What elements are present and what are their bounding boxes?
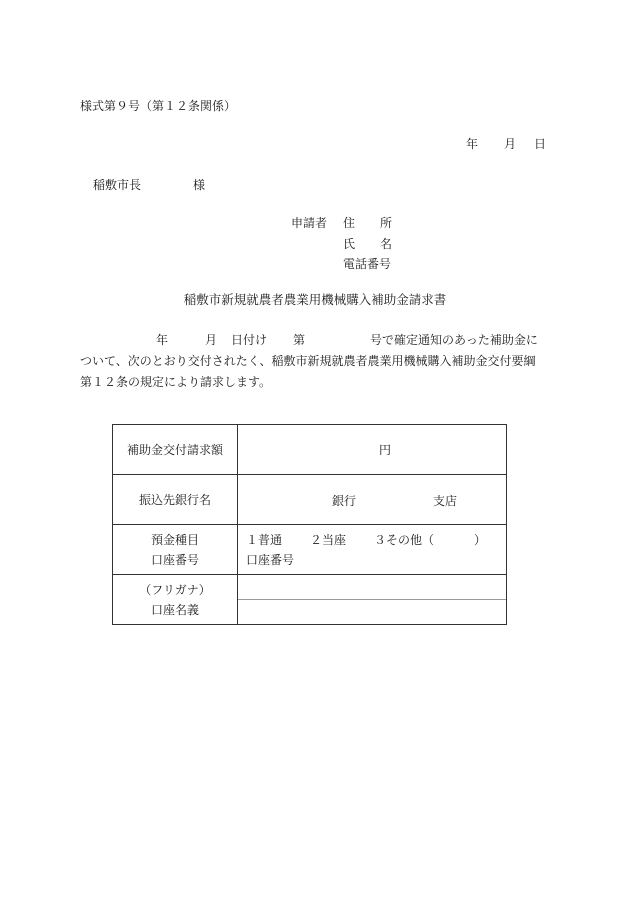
addressee-mayor: 稲敷市長 <box>93 178 142 192</box>
branch-unit: 支店 <box>433 494 458 508</box>
amount-unit: 円 <box>378 443 391 457</box>
applicant-label-text: 申請者 <box>291 216 328 230</box>
bank-label: 振込先銀行名 <box>113 475 238 525</box>
addressee-honorific: 様 <box>193 178 206 192</box>
form-number: 様式第９号（第１２条関係） <box>80 99 237 113</box>
account-number-field[interactable]: 口座番号 <box>246 552 295 567</box>
option-other-close: ） <box>474 532 487 547</box>
bank-unit: 銀行 <box>332 494 357 508</box>
applicant-phone: 電話番号 <box>343 257 392 271</box>
table-row <box>113 425 507 475</box>
table-row <box>113 575 507 625</box>
option-ordinary[interactable]: １普通 <box>246 532 283 547</box>
address-k2: 所 <box>380 216 393 230</box>
name-k1: 氏 <box>343 237 356 251</box>
date-month: 月 <box>504 137 517 151</box>
bank-field[interactable] <box>238 475 507 525</box>
date-day: 日 <box>534 137 547 151</box>
body-line-2: ついて、次のとおり交付されたく、稲敷市新規就農者農業用機械購入補助金交付要綱 <box>80 354 536 368</box>
table-row <box>113 475 507 525</box>
holder-label: 口座名義 <box>150 602 199 617</box>
applicant-address <box>343 214 392 231</box>
account-number-label: 口座番号 <box>150 552 199 567</box>
date-year: 年 <box>466 137 479 151</box>
body-line1-rest: 号で確定通知のあった補助金に <box>370 333 538 347</box>
body-month: 月 <box>205 333 218 347</box>
claim-table <box>112 424 507 625</box>
body-no: 第 <box>293 333 306 347</box>
body-dated: 日付け <box>231 333 268 347</box>
option-other[interactable]: ３その他（ <box>374 532 435 547</box>
body-year: 年 <box>156 333 169 347</box>
amount-field[interactable] <box>238 425 507 475</box>
deposit-labels <box>113 525 238 575</box>
addressee <box>93 176 205 193</box>
holder-field[interactable] <box>238 575 507 625</box>
date-line <box>466 135 546 152</box>
holder-labels <box>113 575 238 625</box>
name-k2: 名 <box>380 237 393 251</box>
applicant-label <box>291 214 343 231</box>
deposit-type-label: 預金種目 <box>150 532 199 547</box>
address-k1: 住 <box>343 216 356 230</box>
applicant-name <box>343 235 392 252</box>
request-body <box>80 330 550 393</box>
holder-divider <box>238 599 506 600</box>
body-line-1 <box>80 330 550 351</box>
deposit-field[interactable] <box>238 525 507 575</box>
table-row <box>113 525 507 575</box>
furigana-label: （フリガナ） <box>139 582 211 597</box>
body-line-3: 第１２条の規定により請求します。 <box>80 375 272 389</box>
amount-label: 補助金交付請求額 <box>113 425 238 475</box>
document-title: 稲敷市新規就農者農業用機械購入補助金請求書 <box>183 292 447 307</box>
option-current[interactable]: ２当座 <box>310 532 347 547</box>
